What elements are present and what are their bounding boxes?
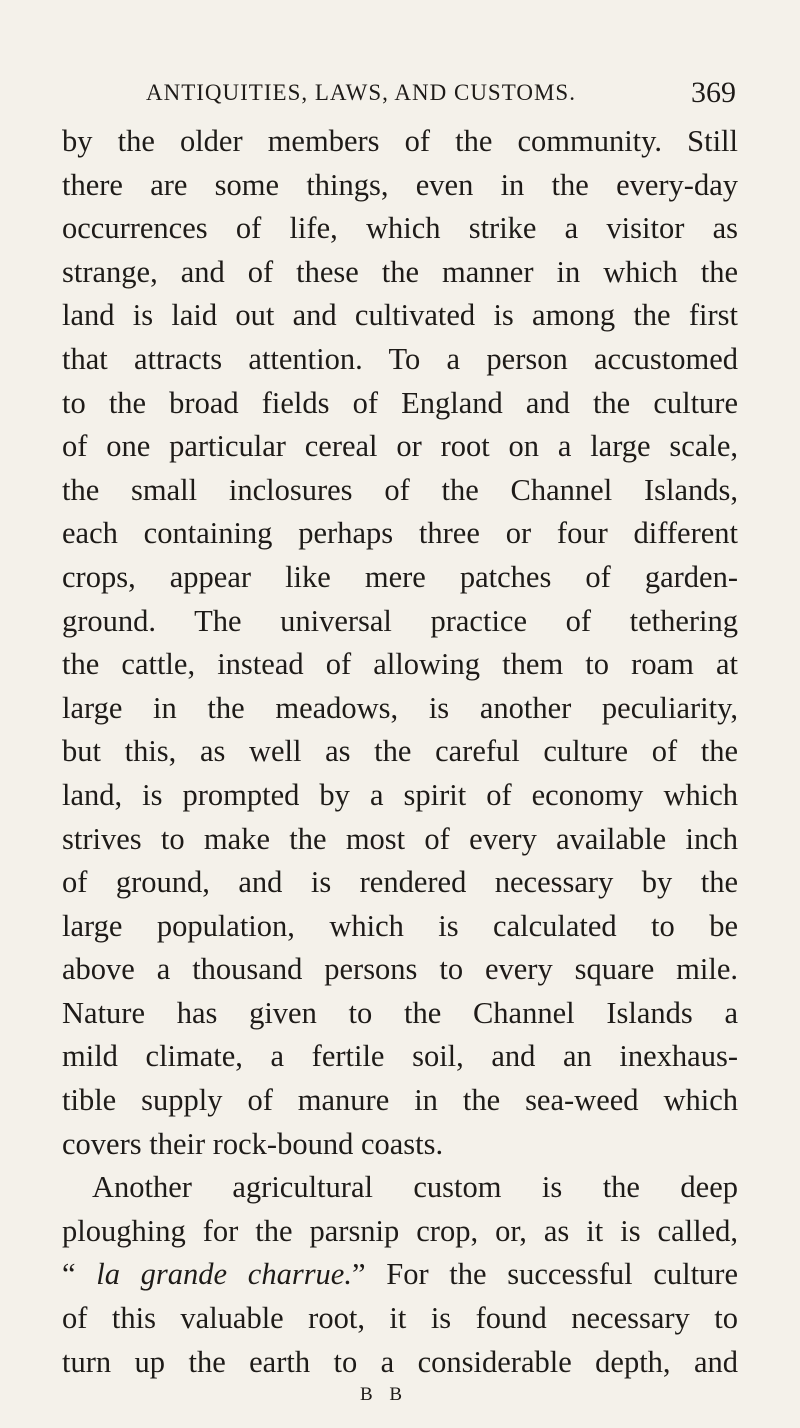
text-line: strives to make the most of every available inch (62, 821, 738, 856)
text-line: of one particular cereal or root on a large scale, (62, 429, 738, 464)
text-line: large population, which is calculated to be (62, 908, 738, 943)
text-line: turn up the earth to a considerable depth, and (62, 1344, 738, 1379)
text-line: Nature has given to the Channel Islands a (62, 995, 738, 1030)
text-line: covers their rock-bound coasts. (62, 1126, 444, 1161)
open-quote: “ (62, 1257, 97, 1292)
text-line: ground. The universal practice of tethering (62, 603, 738, 638)
text-line: the small inclosures of the Channel Islands, (62, 472, 738, 507)
text-line: that attracts attention. To a person accustomed (62, 341, 738, 376)
running-title: ANTIQUITIES, LAWS, AND CUSTOMS. (146, 80, 576, 105)
text-line: to the broad fields of England and the culture (62, 385, 738, 420)
text-line: strange, and of these the manner in which the (62, 254, 738, 289)
text-line: but this, as well as the careful culture of the (62, 734, 738, 769)
text-line: crops, appear like mere patches of garden- (62, 559, 738, 594)
signature-mark: B B (360, 1384, 409, 1405)
text-line: the cattle, instead of allowing them to roam at (62, 647, 738, 682)
text-line: large in the meadows, is another peculiarity, (62, 690, 738, 725)
text-line: land, is prompted by a spirit of economy which (62, 777, 738, 812)
body-text (62, 120, 738, 1384)
running-head (146, 76, 736, 116)
text-line: ploughing for the parsnip crop, or, as it is called, (62, 1213, 738, 1248)
text-line: by the older members of the community. Still (62, 124, 738, 158)
paragraph-1 (62, 120, 738, 1166)
text-line: occurrences of life, which strike a visitor as (62, 211, 738, 246)
text-line: of ground, and is rendered necessary by the (62, 865, 738, 900)
page-number: 369 (691, 76, 736, 109)
text-line: there are some things, even in the every-day (62, 167, 738, 202)
close-quote: ” (351, 1257, 366, 1292)
line-rest: For the successful culture (365, 1257, 738, 1292)
text-line: tible supply of manure in the sea-weed which (62, 1083, 738, 1118)
text-line: land is laid out and cultivated is among the first (62, 298, 738, 333)
text-line: each containing perhaps three or four different (62, 516, 738, 551)
italic-phrase: la grande charrue. (96, 1257, 352, 1292)
paragraph-2 (62, 1166, 738, 1384)
text-line: above a thousand persons to every square mile. (62, 952, 738, 987)
text-line: of this valuable root, it is found necessary to (62, 1301, 738, 1336)
text-line: mild climate, a fertile soil, and an inexhaus- (62, 1039, 738, 1074)
text-line-italic-phrase (62, 1253, 738, 1297)
text-line: Another agricultural custom is the deep (92, 1170, 738, 1205)
